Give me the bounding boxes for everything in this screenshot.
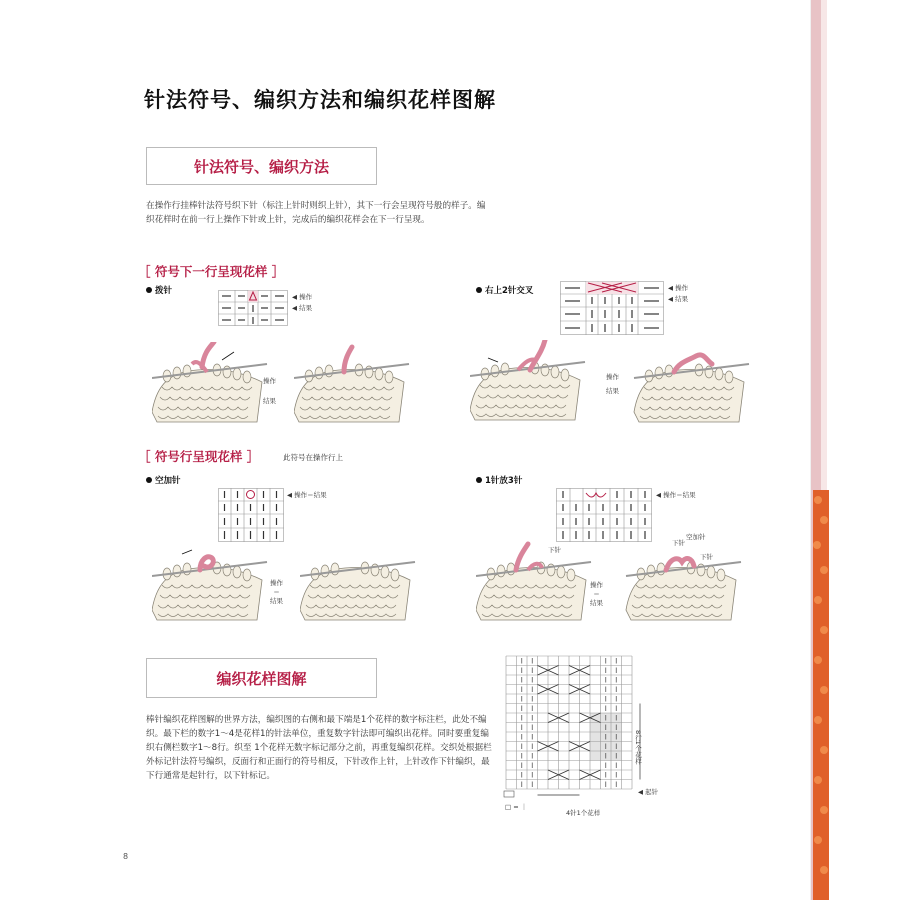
chart-explanation-paragraph: 棒针编织花样图解的世界方法，编织图的右侧和最下端是1个花样的数字标注栏，此处不编织。最下栏的数字1～4是花样1的针法单位，重复数字针法即可编织出花样。同时要重复编织右侧栏数字1～8行。织至 1个花样无数字标记部分之前，再重复编织花样。交织处根据栏外标记针法符号编织，反面行和正面行的符号相反，下针改作上针，上针改作下针编织，最下行通常是起针行，以下针标记。 [146,715,492,781]
legend-yarn-over: ◀ 操作＝结果 [287,491,327,499]
intro-paragraph: 在操作行挂棒针法符号织下针（标注上针时则织上针），其下一行会呈现符号般的样子。编织花样时在前一行上操作下针或上针，完成后的编织花样会在下一行呈现。 [146,201,486,225]
page-title: 针法符号、编织方法和编织花样图解 [144,87,496,112]
ill-op-label-yo: 操作 ＝ 结果 [270,579,283,605]
illustration-slip-operation [152,342,272,427]
subheading-note: 此符号在操作行上 [283,453,343,462]
chart-rows-label: 8行1个花样 [634,730,642,765]
illustration-yarn-over-operation [152,540,272,625]
ill-op-label: 操作 [263,377,276,385]
page-number: 8 [123,852,129,861]
symbol-grid-slip [218,290,288,326]
ill-op-label-1to3: 操作 ＝ 结果 [590,581,603,607]
tag-yarn-over: 空加针 [686,533,706,541]
legend-op-slip: ◀ 操作 [292,293,313,301]
section-header-label: 编织花样图解 [216,669,307,688]
illustration-yarn-over-result [300,540,420,625]
legend-res-cross: ◀ 结果 [668,295,689,303]
illustration-one-to-three-result [624,540,748,625]
ill-res-label-cross: 结果 [606,387,619,395]
legend-res-slip: ◀ 结果 [292,304,313,312]
chart-legend: □ = ｜ [505,803,528,811]
section-header-stitch-symbols [146,147,377,185]
chart-grid [504,656,640,797]
tag-knit-2: 下针 [672,539,685,547]
symbol-grid-one-to-three [556,488,652,542]
ill-res-label: 结果 [263,397,276,405]
bullet-icon [476,477,482,483]
chart-stitches-label: 4针1个花样 [566,809,601,817]
page-edge-decoration [810,0,900,900]
item-right-cross [476,284,533,296]
symbol-grid-cross [560,281,664,335]
illustration-cross-operation [470,340,590,425]
tag-knit-3: 下针 [700,553,713,561]
item-label: 右上2针交叉 [485,286,534,296]
item-one-to-three [476,474,522,486]
item-label: 拨针 [155,286,173,296]
bullet-icon [146,287,152,293]
subheading-next-row: ［ 符号下一行呈现花样 ］ [138,264,285,279]
bullet-icon [476,287,482,293]
symbol-grid-yarn-over [218,488,284,542]
pattern-chart [500,654,680,824]
section-header-chart [146,658,377,698]
tag-knit-1: 下针 [548,546,561,554]
illustration-cross-result [632,342,756,427]
item-label: 空加针 [155,476,181,486]
section-header-label: 针法符号、编织方法 [193,157,329,176]
item-slip-stitch [146,284,172,296]
item-label: 1针放3针 [485,476,523,486]
legend-one-to-three: ◀ 操作＝结果 [656,491,696,499]
bullet-icon [146,477,152,483]
item-yarn-over [146,474,181,486]
subheading-same-row: ［ 符号行呈现花样 ］ [138,449,260,464]
chart-start-label: ◀ 起针 [638,788,659,796]
ill-op-label-cross: 操作 [606,373,619,381]
illustration-one-to-three-operation [476,540,596,625]
legend-op-cross: ◀ 操作 [668,284,689,292]
illustration-slip-result [294,342,414,427]
